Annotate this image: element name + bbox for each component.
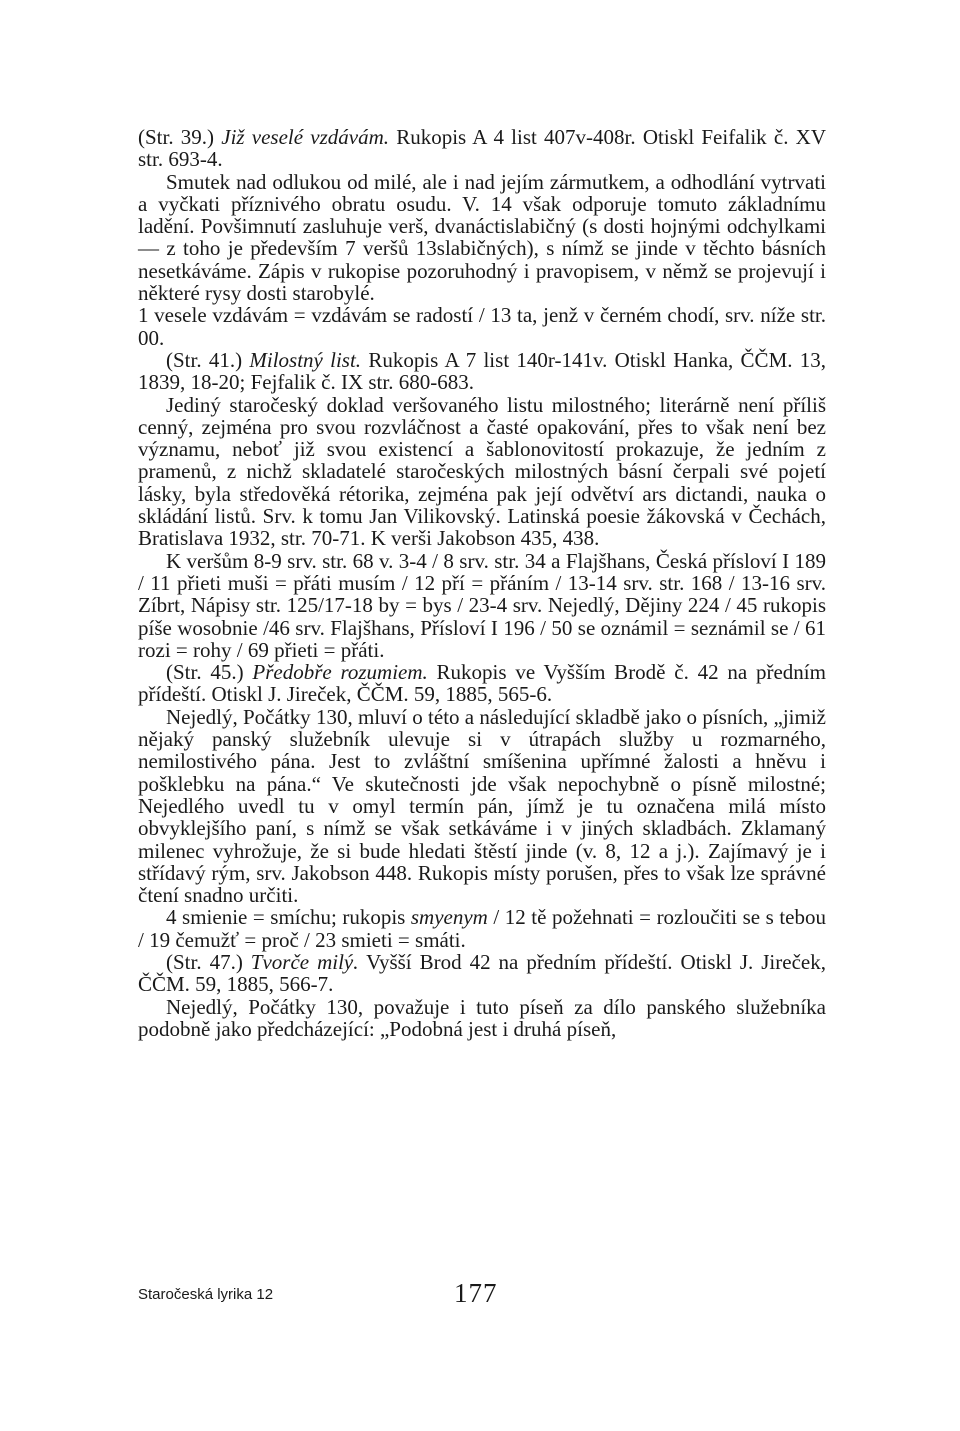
paragraph xyxy=(138,906,826,951)
paragraph xyxy=(138,951,826,996)
text-run: Jediný staročeský doklad veršovaného listu milostného; literárně není příliš cenný, zejména pro svou rozvláčnost a časté opakování, přes to však není bez významu, neboť již svou existencí a šablonovitostí prokazuje, že jedním z pramenů, z nichž skladatelé staročeských milostných básní čerpali své pojetí lásky, byla středověká rétorika, zejména pak její odvětví ars dictandi, nauka o skládání listů. Srv. k tomu Jan Vilikovský. Latinská poesie žákovská v Čechách, Bratislava 1932, str. 70-71. K verši Jakobson 435, 438. xyxy=(138,392,826,551)
signature-mark: Staročeská lyrika 12 xyxy=(138,1286,274,1303)
text-run: Nejedlý, Počátky 130, mluví o této a následující skladbě jako o písních, „jimiž nějaký panský služebník ulevuje si v útrapách služby u rozmarného, nemilostivého pána. Jest to zvláštní smíšenina upřímné žalosti a hněvu i pošklebku na pána.“ Ve skutečnosti jde však nepochybně o písně milostné; Nejedlého uvedl tu v omyl termín pán, jímž je tu označena milá místo obvyklejšího paní, s nímž se však setkáváme i v jiných skladbách. Zklamaný milenec vyhrožuje, že si bude hledati štěstí jinde (v. 8, 12 a j.). Zajímavý je i střídavý rým, srv. Jakobson 448. Rukopis místy porušen, přes to však lze správné čtení snadno určiti. xyxy=(138,704,826,908)
paragraph xyxy=(138,349,826,394)
text-run: (Str. 39.) xyxy=(138,125,222,149)
paragraph xyxy=(138,304,826,349)
italic-title-run: Předobře rozumiem. xyxy=(252,660,428,685)
page-footer xyxy=(138,1278,826,1318)
paragraph xyxy=(138,550,826,661)
text-run: (Str. 41.) xyxy=(166,347,250,372)
text-run: Rukopis ve Vyšším Brodě č. 42 na předním přídeští. Otiskl J. Jireček, ČČM. 59, 1885, 565-6. xyxy=(138,660,826,707)
text-run: 4 smienie = smíchu; rukopis xyxy=(166,905,411,930)
paragraph xyxy=(138,996,826,1041)
text-run: 1 vesele vzdávám = vzdávám se radostí / 13 ta, jenž v černém chodí, srv. níže str. 00. xyxy=(138,303,826,350)
paragraph xyxy=(138,126,826,171)
text-run: (Str. 45.) xyxy=(166,660,253,685)
text-run: Vyšší Brod 42 na předním přídeští. Otiskl J. Jireček, ČČM. 59, 1885, 566-7. xyxy=(138,949,826,997)
paragraph xyxy=(138,394,826,550)
paragraph xyxy=(138,171,826,305)
page-number: 177 xyxy=(454,1278,498,1308)
paragraph xyxy=(138,661,826,706)
commentary-text xyxy=(138,126,826,1040)
italic-title-run: smyenym xyxy=(410,905,488,930)
text-run: (Str. 47.) xyxy=(166,949,251,974)
italic-title-run: Již veselé vzdávám. xyxy=(221,125,389,149)
text-run: Rukopis A 7 list 140r-141v. Otiskl Hanka, ČČM. 13, 1839, 18-20; Fejfalik č. IX str. 680-683. xyxy=(138,347,827,395)
text-run: Smutek nad odlukou od milé, ale i nad jejím zármutkem, a odhodlání vytrvati a vyčkati příznivého obratu osudu. V. 14 však odporuje tomuto základnímu ladění. Povšimnutí zasluhuje verš, dvanáctislabičný (s dosti hojnými odchylkami — z toho je především 7 veršů 13slabičných), s nímž se jinde v těchto básních nesetkáváme. Zápis v rukopise pozoruhodný i pravopisem, v němž se projevují i některé rysy dosti starobylé. xyxy=(138,169,826,306)
italic-title-run: Tvorče milý. xyxy=(250,949,359,974)
text-run: / 12 tě požehnati = rozloučiti se s tebou / 19 čemužť = proč / 23 smieti = smáti. xyxy=(138,905,826,952)
text-run: K veršům 8-9 srv. str. 68 v. 3-4 / 8 srv. str. 34 a Flajšhans, Česká přísloví I 189 / 11 přieti muši = přáti musím / 12 pří = přáním / 13-14 srv. str. 168 / 13-16 srv. Zíbrt, Nápisy str. 125/17-18 by = bys / 23-4 srv. Nejedlý, Dějiny 224 / 45 rukopis píše wosobnie /46 srv. Flajšhans, Přísloví I 196 / 50 se oznámil = seznámil se / 61 rozi = rohy / 69 přieti = přáti. xyxy=(138,548,826,662)
text-run: Rukopis A 4 list 407v-408r. Otiskl Feifalik č. XV str. 693-4. xyxy=(138,125,826,172)
paragraph xyxy=(138,706,826,907)
italic-title-run: Milostný list. xyxy=(249,347,362,372)
text-run: Nejedlý, Počátky 130, považuje i tuto píseň za dílo panského služebníka podobně jako předcházející: „Podobná jest i druhá píseň, xyxy=(138,994,826,1041)
